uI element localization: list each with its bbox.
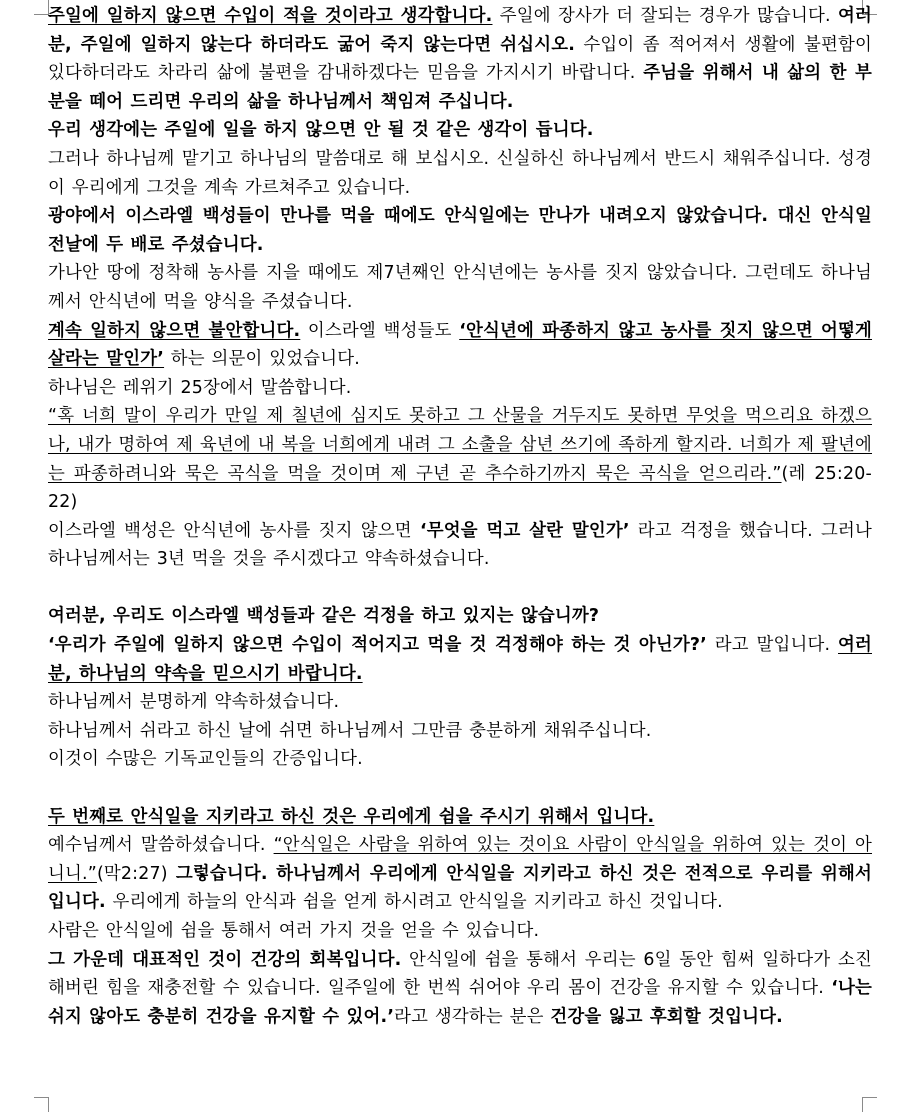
paragraph (48, 259, 872, 316)
text-run: “혹 너희 말이 우리가 만일 제 칠년에 심지도 못하고 그 산물을 거두지도 못하면 무엇을 먹으리요 하겠으나, 내가 명하여 제 육년에 내 복을 너희에게 내려 그 소출을 삼년 쓰기에 족하게 할지라. 너희가 제 팔년에는 파종하려니와 묵은 곡식을 먹을 것이며 제 구년 곧 추수하기까지 묵은 곡식을 얻으리라.” (48, 406, 872, 484)
blank-line (48, 574, 872, 603)
text-run: 여러분, 주일에 일하지 않는다 하더라도 굶어 죽지 않는다면 쉬십시오. (48, 6, 872, 55)
text-run: 하나님은 레위기 25장에서 말씀합니다. (48, 377, 352, 398)
text-run: 이스라엘 백성은 안식년에 농사를 짓지 않으면 (48, 520, 420, 541)
page-corner-mark (34, 0, 49, 15)
text-run: (레 25:20-22) (48, 463, 872, 513)
text-run: 우리 생각에는 주일에 일을 하지 않으면 안 될 것 같은 생각이 듭니다. (48, 120, 594, 141)
page-corner-mark (34, 1097, 49, 1112)
text-run: 여러분, 하나님의 약속을 믿으시기 바랍니다. (48, 635, 872, 684)
paragraph (48, 631, 872, 688)
text-run: ‘나는 쉬지 않아도 충분히 건강을 유지할 수 있어.’ (48, 978, 872, 1027)
text-run: (막2:27) (96, 863, 176, 884)
text-run: 주님을 위해서 내 삶의 한 부분을 떼어 드리면 우리의 삶을 하나님께서 책임져 주십니다. (48, 63, 872, 112)
paragraph (48, 803, 872, 832)
text-run: ‘우리가 주일에 일하지 않으면 수입이 적어지고 먹을 것 걱정해야 하는 것 아닌가?’ (48, 635, 707, 656)
text-run: 그러나 하나님께 맡기고 하나님의 말씀대로 해 보십시오. 신실하신 하나님께서 반드시 채워주십니다. 성경이 우리에게 그것을 계속 가르쳐주고 있습니다. (48, 148, 872, 198)
text-run: 주일에 일하지 않으면 수입이 적을 것이라고 생각합니다. (48, 6, 493, 26)
text-run: 우리에게 하늘의 안식과 쉼을 얻게 하시려고 안식일을 지키라고 하신 것입니다. (105, 892, 723, 913)
paragraph (48, 317, 872, 374)
paragraph (48, 717, 872, 746)
text-run: 하나님께서 쉬라고 하신 날에 쉬면 하나님께서 그만큼 충분하게 채워주십니다. (48, 720, 652, 741)
page-corner-mark (862, 1097, 877, 1112)
text-run: 가나안 땅에 정착해 농사를 지을 때에도 제7년째인 안식년에는 농사를 짓지 않았습니다. 그런데도 하나님께서 안식년에 먹을 양식을 주셨습니다. (48, 263, 872, 312)
text-run: 예수님께서 말씀하셨습니다. (48, 835, 274, 856)
text-run: 수입이 좀 적어져서 생활에 불편함이 있다하더라도 차라리 삶에 불편을 감내하겠다는 믿음을 가지시기 바랍니다. (48, 34, 872, 84)
paragraph (48, 688, 872, 717)
text-run: 두 번째로 안식일을 지키라고 하신 것은 우리에게 쉼을 주시기 위해서 입니다. (48, 806, 655, 827)
paragraph (48, 402, 872, 516)
text-run: 안식일에 쉼을 통해서 우리는 6일 동안 힘써 일하다가 소진해버린 힘을 재충전할 수 있습니다. 일주일에 한 번씩 쉬어야 우리 몸이 건강을 유지할 수 있습니다. (48, 949, 872, 999)
text-run: ‘안식년에 파종하지 않고 농사를 짓지 않으면 어떻게 살라는 말인가’ (48, 320, 873, 370)
paragraph (48, 917, 872, 946)
text-run: 주일에 장사가 더 잘되는 경우가 많습니다. (492, 6, 838, 26)
text-run: ‘무엇을 먹고 살란 말인가’ (419, 520, 630, 541)
blank-line (48, 774, 872, 803)
text-run: 라고 말입니다. (707, 635, 838, 656)
text-run: 건강을 잃고 후회할 것입니다. (550, 1006, 783, 1027)
text-run: 광야에서 이스라엘 백성들이 만나를 먹을 때에도 안식일에는 만나가 내려오지 않았습니다. 대신 안식일 전날에 두 배로 주셨습니다. (48, 206, 872, 255)
text-run: 하나님께서 분명하게 약속하셨습니다. (48, 692, 340, 713)
text-run: 이것이 수많은 기독교인들의 간증입니다. (48, 749, 363, 770)
text-run: 여러분, 우리도 이스라엘 백성들과 같은 걱정을 하고 있지는 않습니까? (48, 606, 600, 627)
paragraph (48, 831, 872, 917)
document-body (48, 2, 872, 1031)
text-run: 하는 의문이 있었습니다. (164, 349, 360, 370)
paragraph (48, 374, 872, 403)
text-run: 계속 일하지 않으면 불안합니다. (48, 320, 301, 341)
text-run: 그 가운데 대표적인 것이 건강의 회복입니다. (48, 949, 402, 970)
text-run: 사람은 안식일에 쉼을 통해서 여러 가지 것을 얻을 수 있습니다. (48, 921, 540, 941)
paragraph (48, 517, 872, 574)
paragraph (48, 116, 872, 145)
paragraph (48, 202, 872, 259)
paragraph (48, 745, 872, 774)
paragraph (48, 145, 872, 202)
text-run: “안식일은 사람을 위하여 있는 것이요 사람이 안식일을 위하여 있는 것이 아니니.” (48, 835, 872, 884)
paragraph (48, 946, 872, 1032)
text-run: 이스라엘 백성들도 (300, 320, 460, 341)
text-run: 라고 생각하는 분은 (394, 1006, 551, 1027)
text-run: 라고 걱정을 했습니다. 그러나 하나님께서는 3년 먹을 것을 주시겠다고 약속하셨습니다. (48, 520, 873, 570)
text-run: 그렇습니다. 하나님께서 우리에게 안식일을 지키라고 하신 것은 전적으로 우리를 위해서 입니다. (48, 863, 872, 913)
paragraph (48, 602, 872, 631)
paragraph (48, 2, 872, 116)
